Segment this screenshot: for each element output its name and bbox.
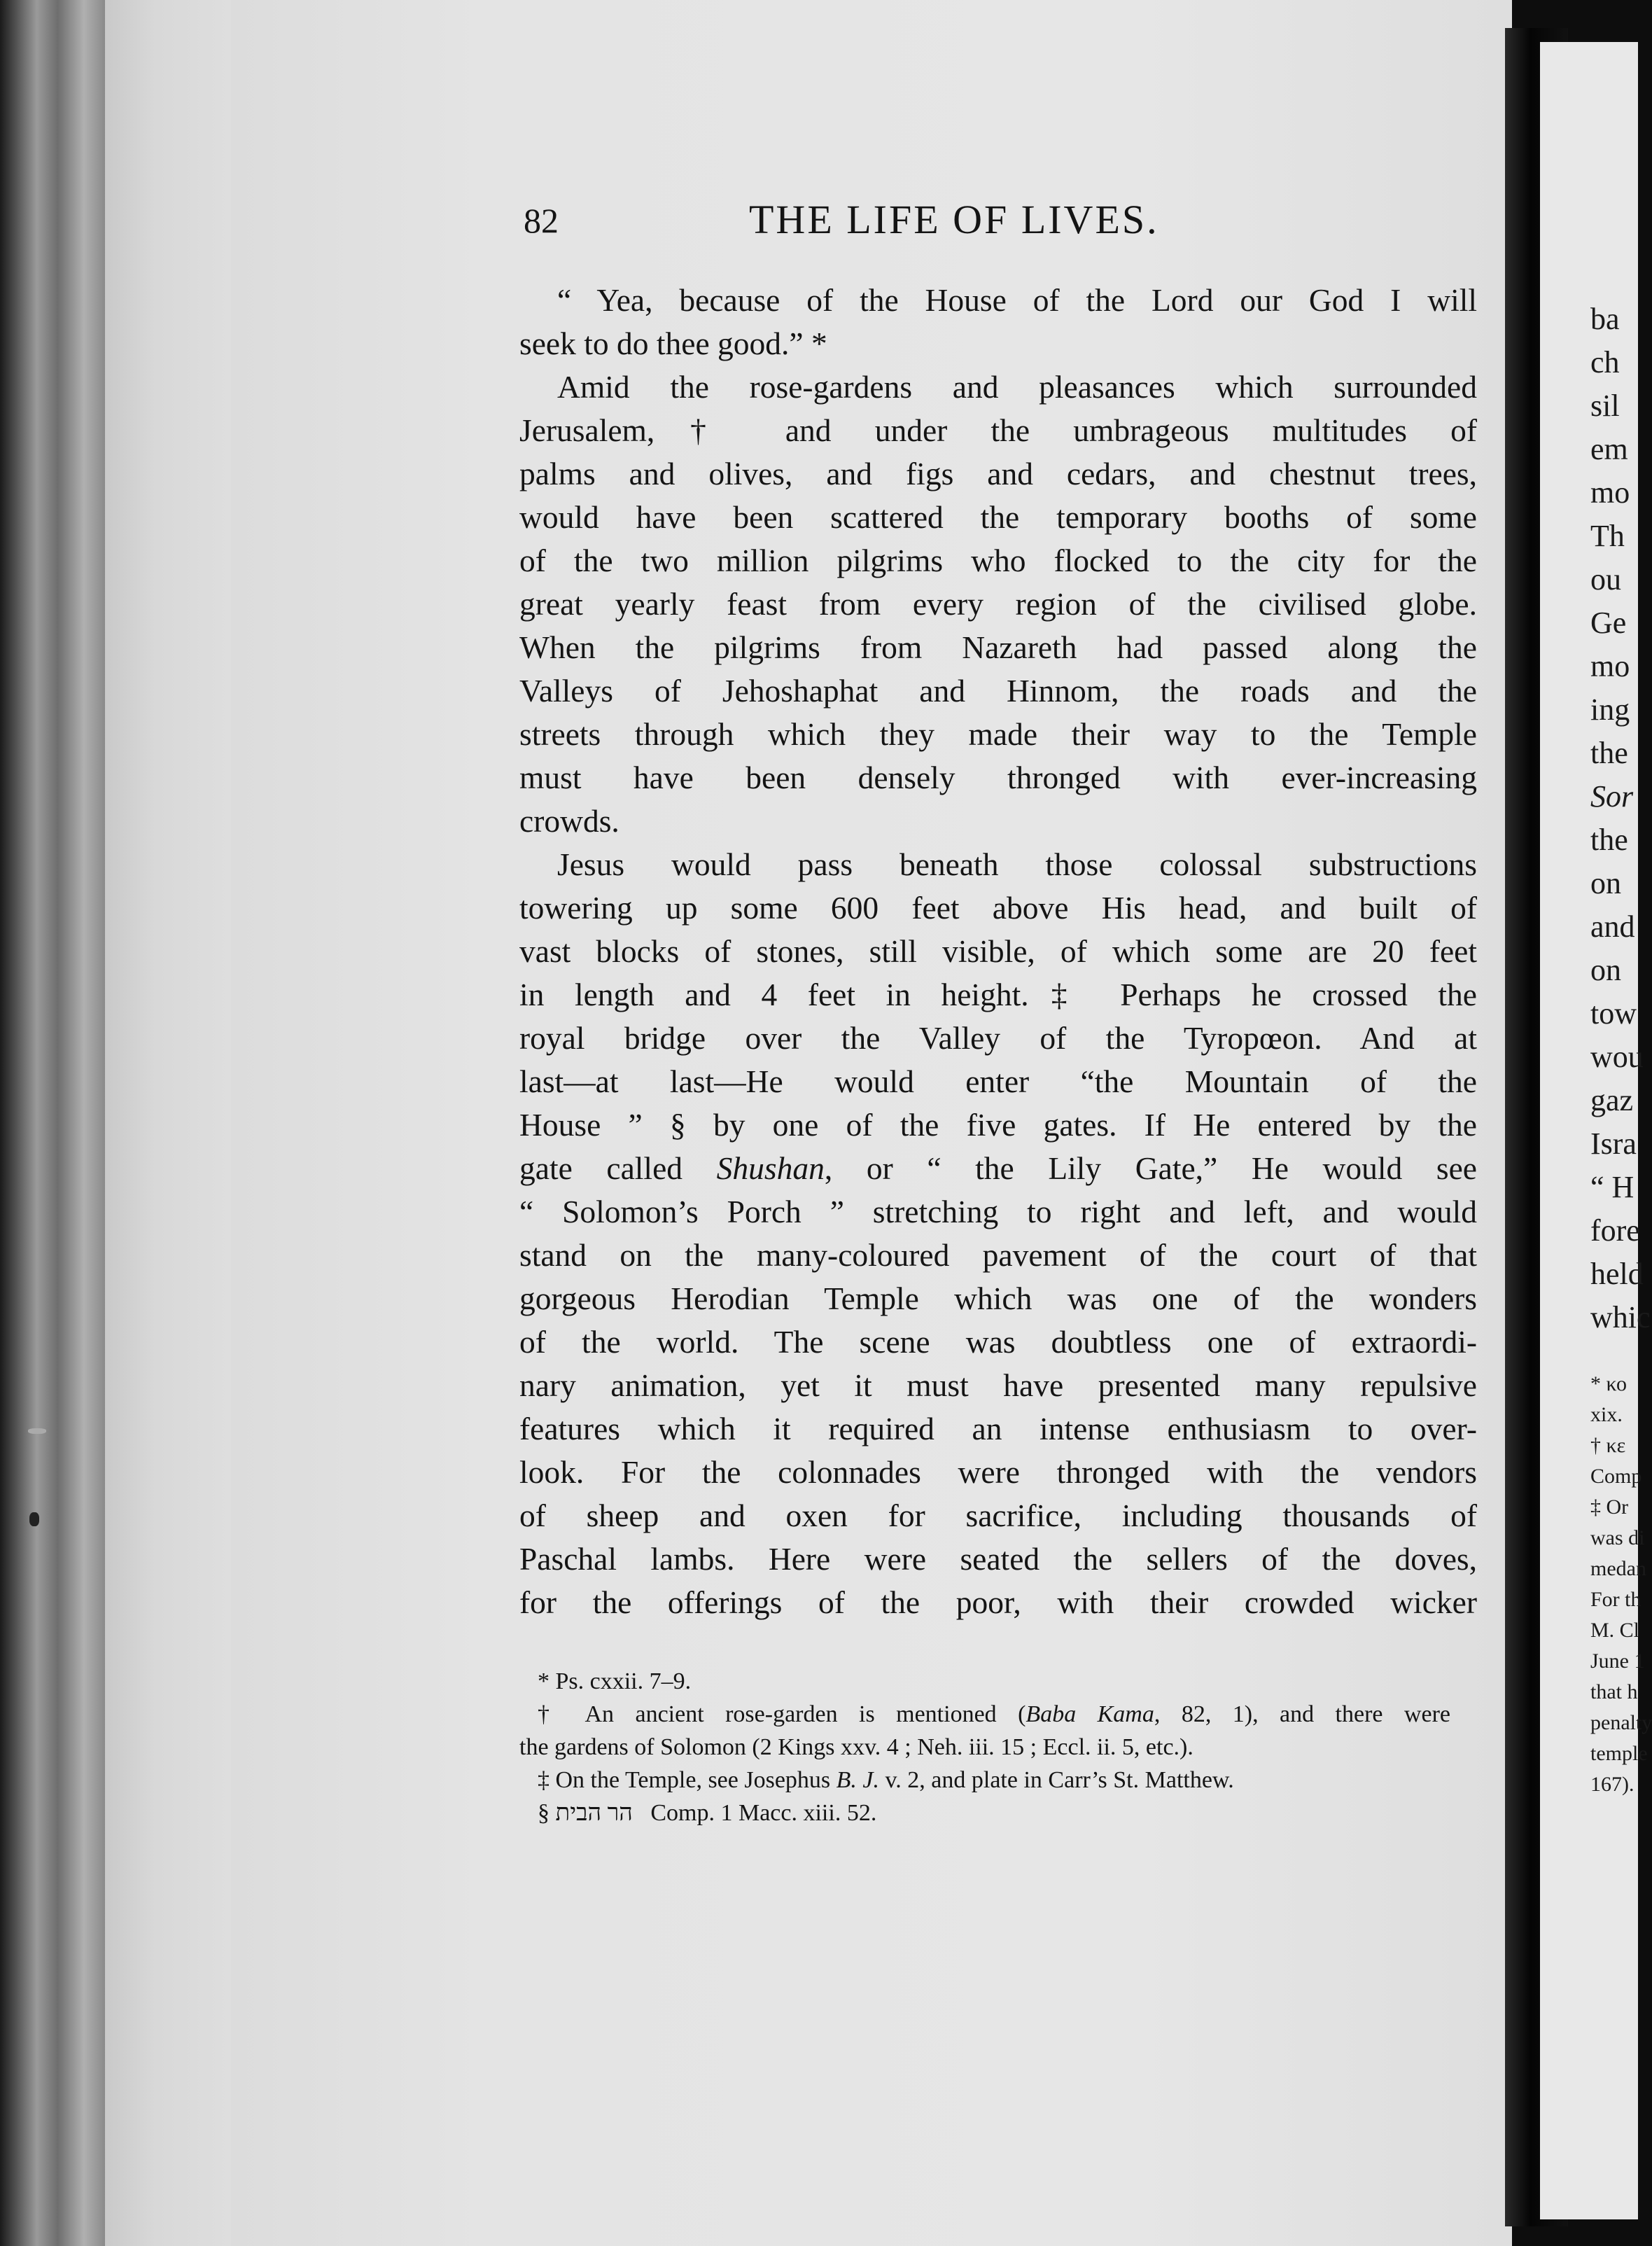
text-line: royal bridge over the Valley of the Tyropœon. And at [519,1020,1477,1056]
text-line: Valleys of Jehoshaphat and Hinnom, the roads and the [519,673,1477,709]
facing-page-text-fragment: wou [1590,1040,1644,1074]
facing-page-text-fragment: “ H [1590,1170,1634,1204]
scan-speck [29,1512,39,1526]
scan-speck [28,1428,46,1434]
facing-page-text-fragment: whic [1590,1300,1651,1334]
text-line: features which it required an intense enthusiasm to over- [519,1411,1477,1446]
text-line: streets through which they made their way to the Temple [519,716,1477,752]
text-line: for the offerings of the poor, with their crowded wicker [519,1584,1477,1620]
page-margin-shadow [105,0,231,2246]
text-line: “ Solomon’s Porch ” stretching to right and left, and would [519,1194,1477,1229]
text-line: in length and 4 feet in height.‡ Perhaps he crossed the [519,977,1477,1012]
facing-page-text-fragment: Sor [1590,779,1634,814]
facing-page-text-fragment: on [1590,953,1621,987]
text-line: When the pilgrims from Nazareth had passed along the [519,629,1477,665]
footnote-2-cont: the gardens of Solomon (2 Kings xxv. 4 ; Neh. iii. 15 ; Eccl. ii. 5, etc.). [519,1734,1194,1760]
text-line: Jerusalem,† and under the umbrageous multitudes of [519,412,1477,448]
footnote-2: † An ancient rose-garden is mentioned (Baba Kama, 82, 1), and there were [538,1701,1451,1727]
text-line: of sheep and oxen for sacrifice, including thousands of [519,1498,1477,1533]
text-line: of the world. The scene was doubtless one of extraordi- [519,1324,1477,1360]
facing-page-footnote-fragment: penalty [1590,1711,1652,1734]
hebrew-text: הר הבית [555,1800,633,1826]
facing-page-text-fragment: ch [1590,345,1620,379]
facing-page-text-fragment: Isra [1590,1127,1637,1161]
facing-page-footnote-fragment: M. Cl [1590,1619,1640,1642]
facing-page-text-fragment: gaz [1590,1083,1634,1117]
facing-page-text-fragment: Th [1590,519,1625,553]
text-line: palms and olives, and figs and cedars, and chestnut trees, [519,456,1477,491]
facing-page-text-fragment: ing [1590,692,1630,727]
facing-page-footnote-fragment: temple [1590,1742,1648,1765]
text-line: “ Yea, because of the House of the Lord our God I will [557,282,1477,318]
facing-page-footnote-fragment: † κε [1590,1434,1626,1457]
text-line: must have been densely thronged with ever-increasing [519,760,1477,795]
text-line: look. For the colonnades were thronged with the vendors [519,1454,1477,1490]
facing-page-text-fragment: the [1590,736,1628,770]
text-line: Jesus would pass beneath those colossal substructions [557,846,1477,882]
facing-page-footnote-fragment: Comp [1590,1465,1642,1488]
facing-page-text-fragment: ou [1590,562,1621,597]
text-line: nary animation, yet it must have presented many repulsive [519,1367,1477,1403]
running-header [524,197,1470,249]
facing-page-text-fragment: fore [1590,1213,1640,1248]
facing-page [1540,42,1652,2219]
text-line: last—at last—He would enter “the Mountain of the [519,1063,1477,1099]
page-number: 82 [524,201,559,240]
facing-page-text-fragment: the [1590,823,1628,857]
text-line: great yearly feast from every region of the civilised globe. [519,586,1477,622]
facing-page-text-fragment: Ge [1590,606,1627,640]
footnotes [519,1665,1450,1829]
facing-page-text-fragment: ba [1590,302,1620,336]
book-edge [0,0,105,2246]
text-line: House ” § by one of the five gates. If He entered by the [519,1107,1477,1143]
facing-page-text-fragment: held [1590,1257,1644,1291]
text-line: seek to do thee good.” * [519,326,827,361]
facing-page-footnote-fragment: that h [1590,1680,1638,1703]
footnote-1: * Ps. cxxii. 7–9. [538,1668,692,1694]
text-line: stand on the many-coloured pavement of the court of that [519,1237,1477,1273]
text-line: Amid the rose-gardens and pleasances which surrounded [557,369,1477,405]
facing-page-text-fragment: mo [1590,475,1630,510]
facing-page-text-fragment: on [1590,866,1621,900]
text-line: Paschal lambs. Here were seated the sellers of the doves, [519,1541,1477,1577]
text-line: gate called Shushan, or “ the Lily Gate,” He would see [519,1150,1477,1186]
text-line: of the two million pilgrims who flocked to the city for the [519,543,1477,578]
footnote-4: § הר הבית Comp. 1 Macc. xiii. 52. [538,1800,877,1826]
footnote-3: ‡ On the Temple, see Josephus B. J. v. 2, and plate in Carr’s St. Matthew. [538,1767,1234,1793]
facing-page-footnote-fragment: was di [1590,1526,1645,1549]
facing-page-footnote-fragment: medan [1590,1557,1646,1580]
text-line: would have been scattered the temporary booths of some [519,499,1477,535]
facing-page-text-fragment: mo [1590,649,1630,683]
text-line: gorgeous Herodian Temple which was one of the wonders [519,1281,1477,1316]
text-line: crowds. [519,803,620,839]
body-text [519,279,1477,1624]
text-line: towering up some 600 feet above His head, and built of [519,890,1477,926]
facing-page-footnote-fragment: 167). [1590,1773,1634,1796]
facing-page-text-fragment: and [1590,909,1635,944]
running-title: THE LIFE OF LIVES. [749,197,1159,242]
facing-page-footnote-fragment: * κο [1590,1372,1627,1395]
facing-page-footnote-fragment: For th [1590,1588,1642,1611]
facing-page-text-fragment: em [1590,432,1628,466]
facing-page-text-fragment: tow [1590,996,1637,1031]
facing-page-footnote-fragment: xix. [1590,1403,1623,1426]
facing-page-text-fragment: sil [1590,389,1620,423]
facing-page-footnote-fragment: ‡ Or [1590,1495,1629,1519]
facing-page-footnote-fragment: June 1 [1590,1649,1645,1673]
text-line: vast blocks of stones, still visible, of which some are 20 feet [519,933,1477,969]
